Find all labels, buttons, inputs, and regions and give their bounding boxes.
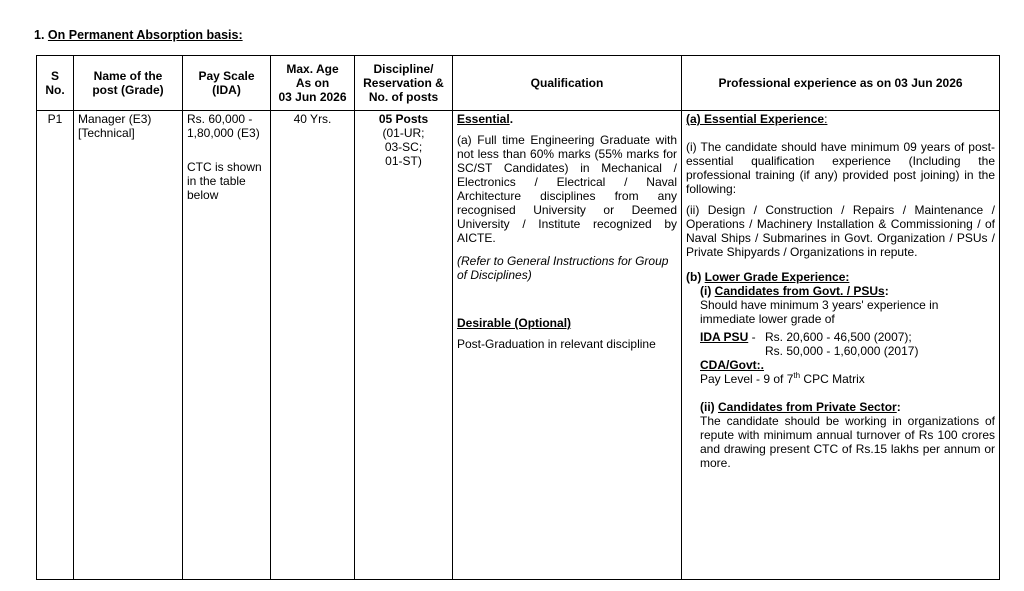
experience-a-ii: (ii) Design / Construction / Repairs / Maintenance / Operations / Machinery Installation & Commissioning / of Naval Ships / Submarines in Govt. Organization / PSUs / Private Shipyards / Organizations in repute. xyxy=(686,203,995,259)
cell-max-age: 40 Yrs. xyxy=(271,111,355,580)
cell-s-no: P1 xyxy=(37,111,74,580)
header-pay-scale: Pay Scale (IDA) xyxy=(183,56,271,111)
lower-grade-heading: (b) Lower Grade Experience: xyxy=(686,270,850,284)
essential-heading: Essential. xyxy=(457,112,514,126)
header-s-no: S No. xyxy=(37,56,74,111)
posts-table xyxy=(36,55,1000,580)
desirable-text: Post-Graduation in relevant discipline xyxy=(457,337,656,351)
cell-experience xyxy=(682,111,1000,580)
private-sector-text: The candidate should be working in organizations of repute with minimum annual turnover of Rs 100 crores and drawing present CTC of Rs.15 lakhs per annum or more. xyxy=(700,414,995,470)
section-title: On Permanent Absorption basis: xyxy=(47,28,243,42)
ctc-note: CTC is shown in the table below xyxy=(187,160,262,202)
lower-grade-block: (i) Candidates from Govt. / PSUs: Should have minimum 3 years' experience in immediate lower grade of IDA PSU - Rs. 20,600 - 46,500 (2007); Rs. 50,000 - 1,60,000 (2017) CDA/Govt:. Pay Level - 9 of 7th CPC Matrix (ii) Candidates from Private Sector: The candidate should be working in organizations of repute with minimum annual turnover of Rs 100 crores and drawing present CTC of Rs.15 lakhs per annum or more. xyxy=(700,284,995,470)
header-qualification: Qualification xyxy=(453,56,682,111)
table-header-row xyxy=(37,56,1000,111)
posts-count: 05 Posts xyxy=(378,112,429,126)
cell-post-name: Manager (E3) [Technical] xyxy=(74,111,183,580)
essential-experience-heading: (a) Essential Experience: xyxy=(686,112,828,126)
group-note: (Refer to General Instructions for Group of Disciplines) xyxy=(457,254,669,282)
header-max-age: Max. Age As on 03 Jun 2026 xyxy=(271,56,355,111)
ida-psu-row: IDA PSU - Rs. 20,600 - 46,500 (2007); Rs. 50,000 - 1,60,000 (2017) xyxy=(700,330,919,358)
cell-pay-scale: Rs. 60,000 - 1,80,000 (E3) CTC is shown in the table below xyxy=(183,111,271,580)
essential-text: (a) Full time Engineering Graduate with not less than 60% marks (55% marks for SC/ST Candidates) in Mechanical / Electronics / Electrical / Naval Architecture disciplines from any recognised University or Deemed University / Institute recognized by AICTE. xyxy=(457,133,677,245)
cda-govt-label: CDA/Govt:. xyxy=(700,358,764,372)
experience-a-i: (i) The candidate should have minimum 09 years of post-essential qualification experience (Including the professional training (if any) provided post joining) in the following: xyxy=(686,140,995,196)
section-heading xyxy=(34,28,243,42)
section-number: 1. xyxy=(34,28,45,42)
header-discipline: Discipline/ Reservation & No. of posts xyxy=(355,56,453,111)
cell-discipline: 05 Posts (01-UR; 03-SC; 01-ST) xyxy=(355,111,453,580)
desirable-heading: Desirable (Optional) xyxy=(457,316,572,330)
cell-qualification xyxy=(453,111,682,580)
cda-govt-text: Pay Level - 9 of 7th CPC Matrix xyxy=(700,371,865,386)
table-row xyxy=(37,111,1000,580)
header-experience: Professional experience as on 03 Jun 2026 xyxy=(682,56,1000,111)
header-post-name: Name of the post (Grade) xyxy=(74,56,183,111)
